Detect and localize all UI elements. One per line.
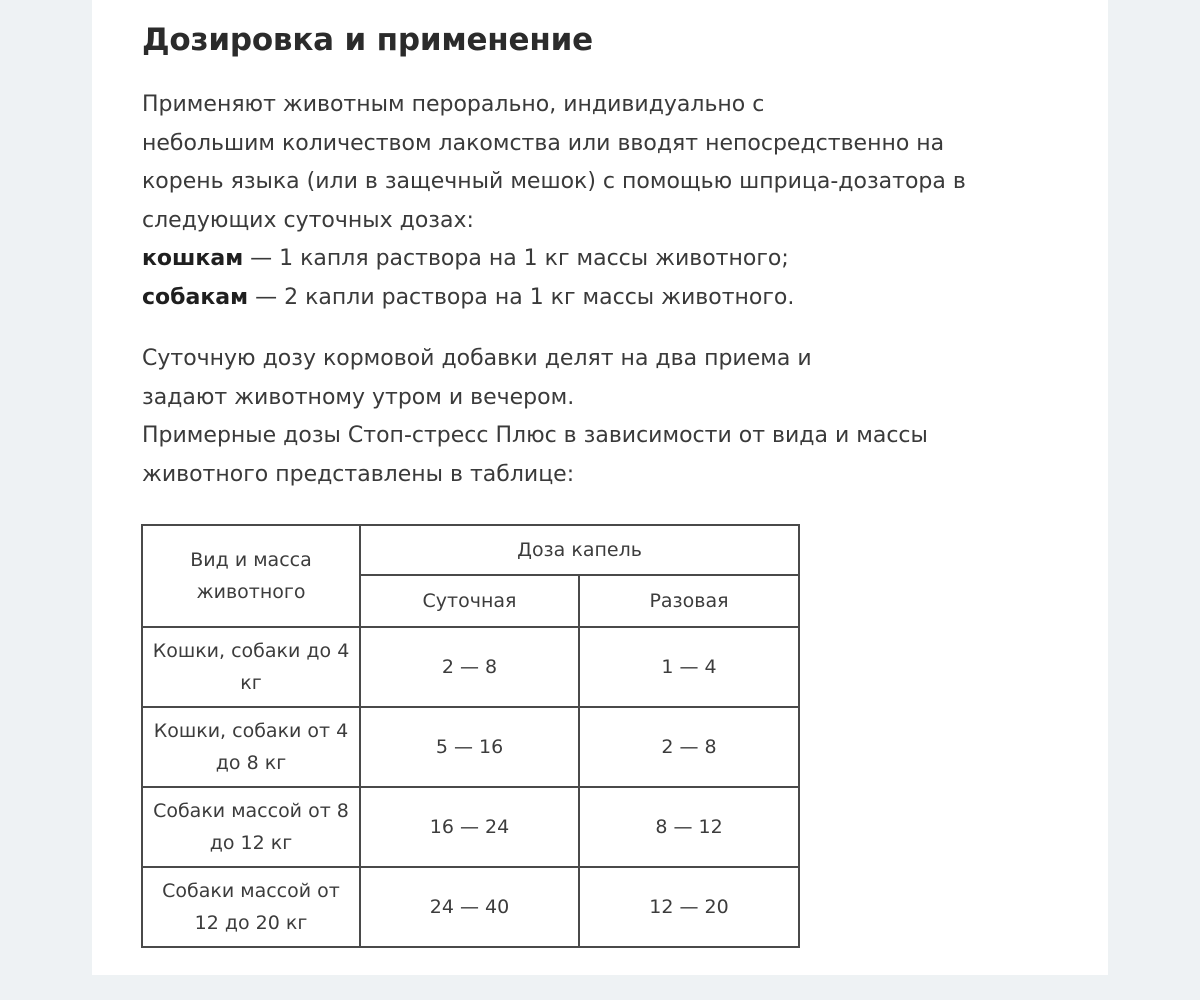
- header-daily: Суточная: [360, 575, 579, 627]
- paragraph-line: корень языка (или в защечный мешок) с помощью шприца-дозатора в: [142, 169, 966, 194]
- dosage-paragraph: [142, 86, 1082, 317]
- cell-animal: Собаки массой от 8 до 12 кг: [142, 787, 360, 867]
- header-animal: Вид и масса животного: [142, 525, 360, 627]
- paragraph-line: Применяют животным перорально, индивидуально с: [142, 92, 765, 117]
- cell-daily: 5 — 16: [360, 707, 579, 787]
- cell-single: 1 — 4: [579, 627, 799, 707]
- table-row: [142, 707, 799, 787]
- cell-daily: 24 — 40: [360, 867, 579, 947]
- table-row: [142, 867, 799, 947]
- paragraph-line: Примерные дозы Стоп-стресс Плюс в зависимости от вида и массы: [142, 423, 928, 448]
- cell-single: 2 — 8: [579, 707, 799, 787]
- table-row: [142, 787, 799, 867]
- dose-dogs-label: собакам: [142, 284, 249, 310]
- header-dose-group: Доза капель: [360, 525, 799, 575]
- dose-dogs-text: — 2 капли раствора на 1 кг массы животного.: [248, 284, 795, 310]
- cell-single: 8 — 12: [579, 787, 799, 867]
- cell-daily: 2 — 8: [360, 627, 579, 707]
- dose-table: [141, 524, 800, 948]
- header-single: Разовая: [579, 575, 799, 627]
- section-title: Дозировка и применение: [142, 22, 593, 58]
- paragraph-line: животного представлены в таблице:: [142, 461, 575, 487]
- schedule-paragraph: [142, 340, 1082, 494]
- cell-animal: Кошки, собаки до 4 кг: [142, 627, 360, 707]
- dose-cats-label: кошкам: [142, 246, 244, 271]
- dose-cats-line: [142, 240, 1082, 279]
- table-row: [142, 627, 799, 707]
- content-card: [92, 0, 1108, 975]
- cell-single: 12 — 20: [579, 867, 799, 947]
- cell-daily: 16 — 24: [360, 787, 579, 867]
- dose-dogs-line: [142, 279, 1082, 318]
- cell-animal: Собаки массой от 12 до 20 кг: [142, 867, 360, 947]
- paragraph-line: задают животному утром и вечером.: [142, 384, 575, 410]
- table-header-row: [142, 525, 799, 575]
- paragraph-line: следующих суточных дозах:: [142, 207, 474, 233]
- cell-animal: Кошки, собаки от 4 до 8 кг: [142, 707, 360, 787]
- paragraph-line: Суточную дозу кормовой добавки делят на два приема и: [142, 346, 812, 371]
- dose-cats-text: — 1 капля раствора на 1 кг массы животного;: [243, 246, 789, 271]
- paragraph-line: небольшим количеством лакомства или вводят непосредственно на: [142, 130, 945, 156]
